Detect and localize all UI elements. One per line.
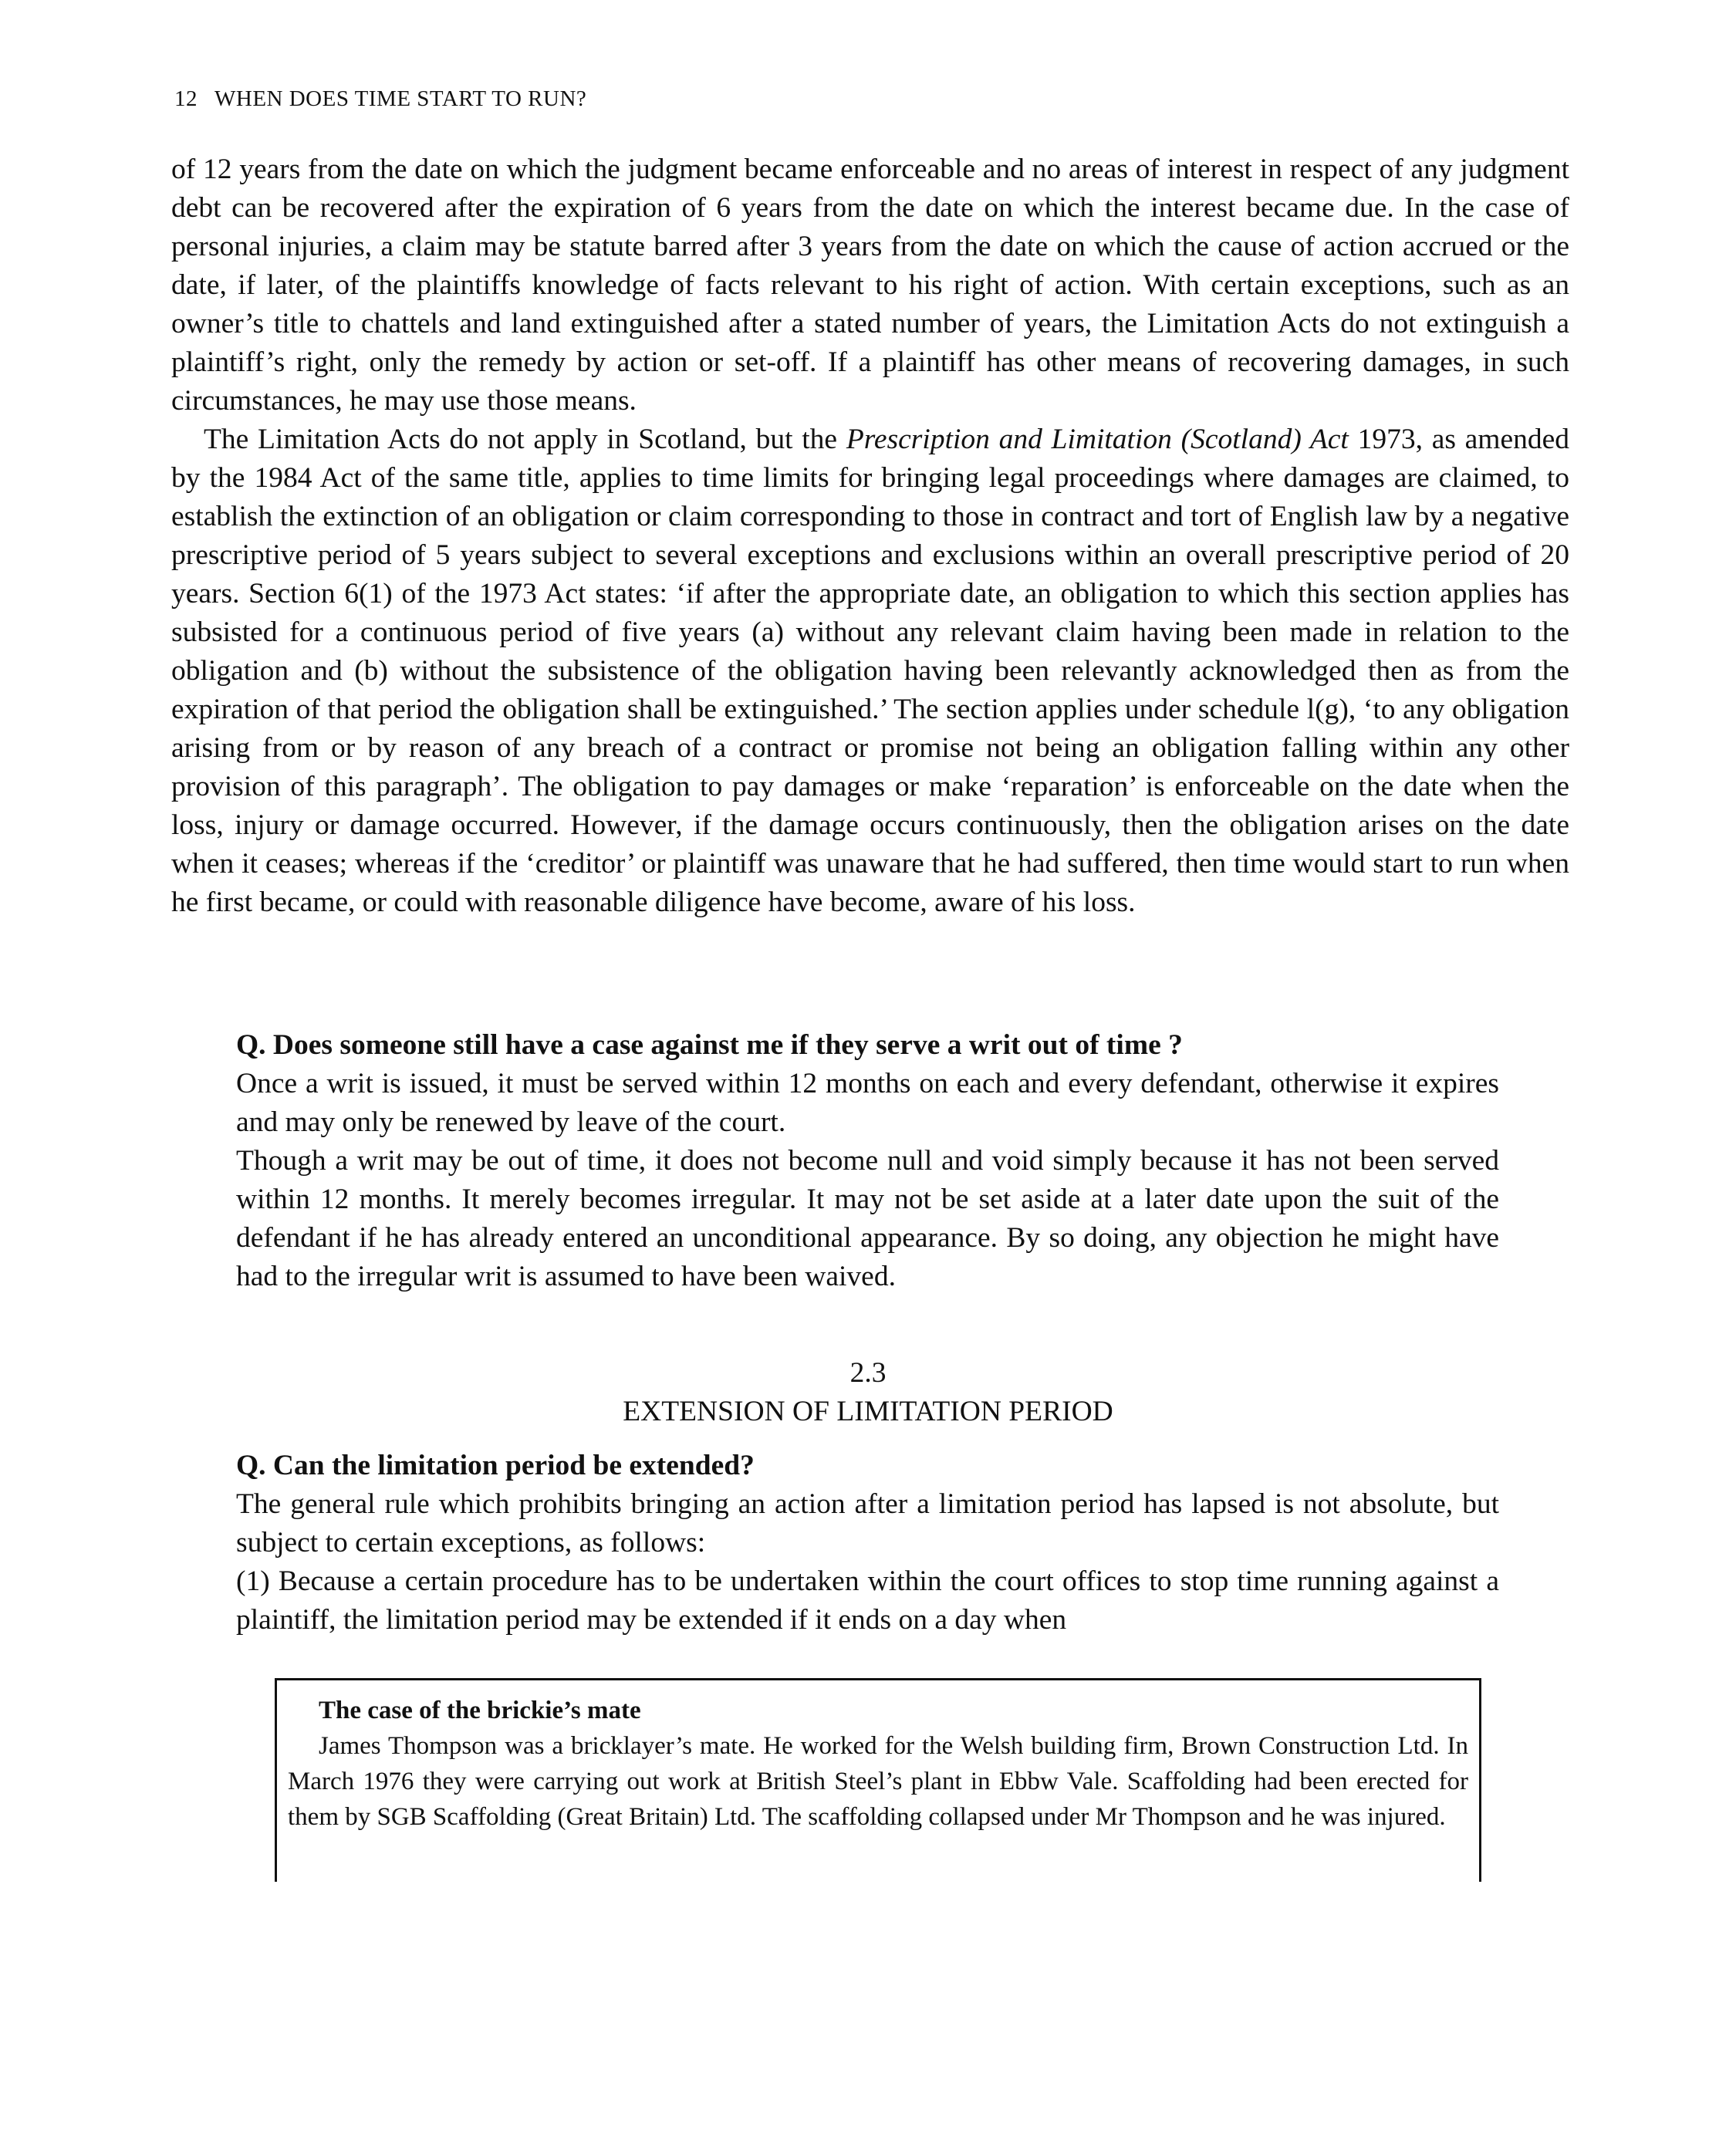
- question-heading: Q. Does someone still have a case against me if they serve a writ out of time ?: [236, 1029, 1183, 1061]
- section-title: EXTENSION OF LIMITATION PERIOD: [623, 1396, 1113, 1427]
- answer-paragraph: Once a writ is issued, it must be served within 12 months on each and every defendant, otherwise it expires and may only be renewed by leave of the court.: [236, 1068, 1499, 1138]
- qa-writ-out-of-time: [236, 1026, 1499, 1296]
- case-box-text: James Thompson was a bricklayer’s mate. He worked for the Welsh building firm, Brown Construction Ltd. In March 1976 they were carrying out work at British Steel’s plant in Ebbw Vale. Scaffolding had been erected for them by SGB Scaffolding (Great Britain) Ltd. The scaffolding collapsed under Mr Thompson and he was injured.: [288, 1732, 1468, 1831]
- paragraph-2-start: The Limitation Acts do not apply in Scotland, but the: [204, 424, 846, 455]
- page-number: 12: [174, 86, 198, 111]
- act-title: Prescription and Limitation (Scotland) Act: [846, 424, 1349, 455]
- question-heading: Q. Can the limitation period be extended?: [236, 1450, 755, 1481]
- case-box-title: The case of the brickie’s mate: [319, 1697, 641, 1724]
- case-box: [275, 1678, 1481, 1882]
- section-number: 2.3: [849, 1357, 887, 1389]
- main-text: [171, 150, 1569, 922]
- answer-paragraph: Though a writ may be out of time, it does not become null and void simply because it has not been served within 12 months. It merely becomes irregular. It may not be set aside at a later date upon the suit of the defendant if he has already entered an unconditional appearance. By so doing, any objection he might have had to the irregular writ is assumed to have been waived.: [236, 1145, 1499, 1292]
- answer-paragraph: The general rule which prohibits bringing an action after a limitation period has lapsed is not absolute, but subject to certain exceptions, as follows:: [236, 1488, 1499, 1558]
- running-title: WHEN DOES TIME START TO RUN?: [214, 86, 587, 111]
- paragraph-2-rest: 1973, as amended by the 1984 Act of the same title, applies to time limits for bringing legal proceedings where damages are claimed, to establish the extinction of an obligation or claim corresponding to those in contract and tort of English law by a negative prescriptive period of 5 years subject to several exceptions and exclusions within an overall prescriptive period of 20 years. Section 6(1) of the 1973 Act states: ‘if after the appropriate date, an obligation to which this section applies has subsisted for a continuous period of five years (a) without any relevant claim having been made in relation to the obligation and (b) without the subsistence of the obligation having been relevantly acknowledged then as from the expiration of that period the obligation shall be extinguished.’ The section applies under schedule l(g), ‘to any obligation arising from or by reason of any breach of a contract or promise not being an obligation falling within any other provision of this paragraph’. The obligation to pay damages or make ‘reparation’ is enforceable on the date when the loss, injury or damage occurred. However, if the damage occurs continuously, then the obligation arises on the date when it ceases; whereas if the ‘creditor’ or plaintiff was unaware that he had suffered, then time would start to run when he first became, or could with reasonable diligence have become, aware of his loss.: [171, 424, 1570, 918]
- qa-extension: [236, 1447, 1499, 1640]
- running-header: [174, 86, 586, 112]
- paragraph-2: [171, 420, 1569, 922]
- paragraph-1: of 12 years from the date on which the judgment became enforceable and no areas of interest in respect of any judgment debt can be recovered after the expiration of 6 years from the date on which the interest became due. In the case of personal injuries, a claim may be statute barred after 3 years from the date on which the cause of action accrued or the date, if later, of the plaintiffs knowledge of facts relevant to his right of action. With certain exceptions, such as an owner’s title to chattels and land extinguished after a stated number of years, the Limitation Acts do not extinguish a plaintiff’s right, only the remedy by action or set-off. If a plaintiff has other means of recovering damages, in such circumstances, he may use those means.: [171, 154, 1569, 417]
- answer-paragraph: (1) Because a certain procedure has to be undertaken within the court offices to stop time running against a plaintiff, the limitation period may be extended if it ends on a day when: [236, 1565, 1499, 1636]
